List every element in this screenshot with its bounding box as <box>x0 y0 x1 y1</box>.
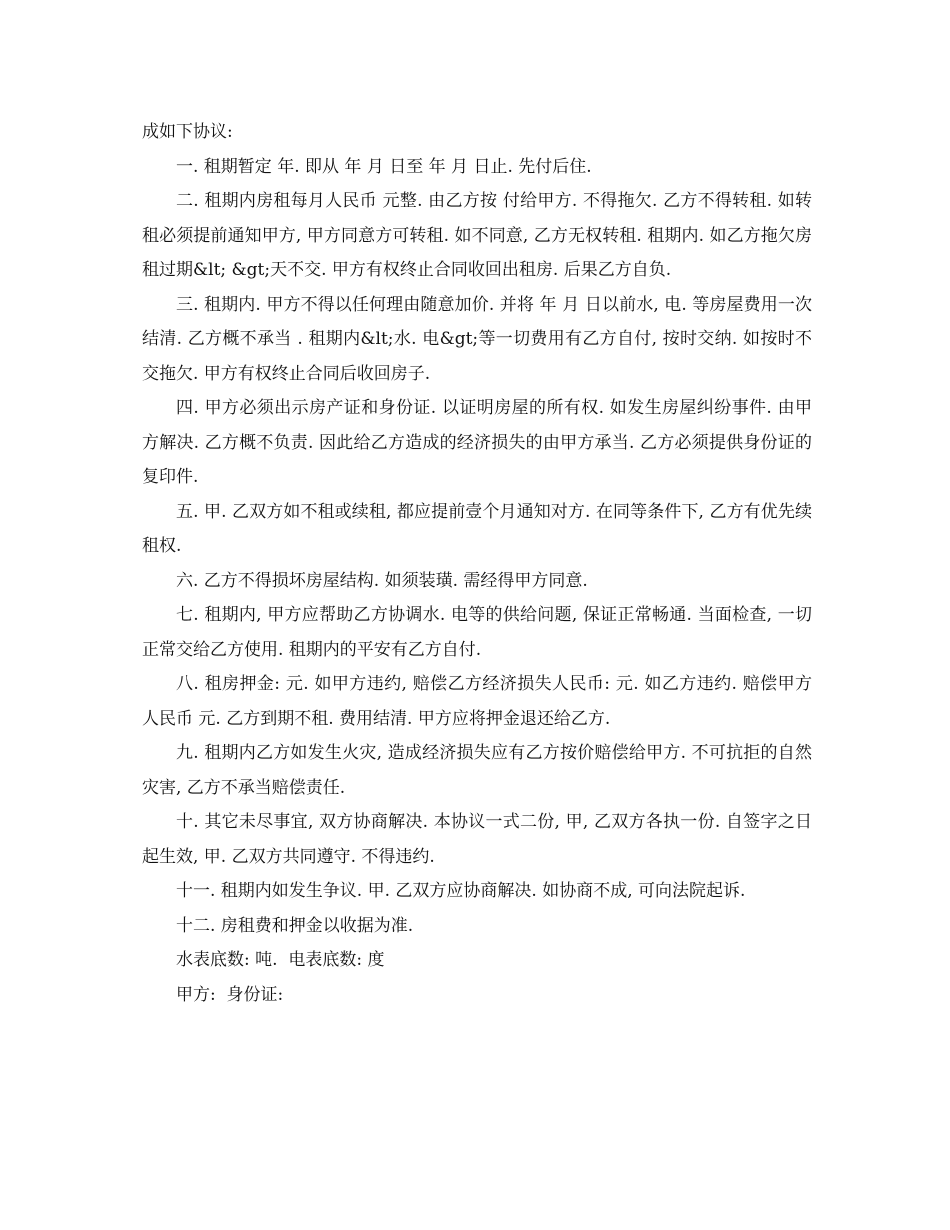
clause-12: 十二. 房租费和押金以收据为准. <box>176 915 414 936</box>
clause-11: 十一. 租期内如发生争议. 甲. 乙双方应协商解决. 如协商不成, 可向法院起诉. <box>176 881 746 901</box>
clause-5: 五. 甲. 乙双方如不租或续租, 都应提前壹个月通知对方. 在同等条件下, 乙方有优先续租权. <box>142 501 812 556</box>
meter-readings: 水表底数: 吨. 电表底数: 度 <box>176 950 385 970</box>
clause-4: 四. 甲方必须出示房产证和身份证. 以证明房屋的所有权. 如发生房屋纠纷事件. 由甲方解决. 乙方概不负责. 因此给乙方造成的经济损失的由甲方承当. 乙方必须提供身份证的复印件. <box>142 398 812 487</box>
clause-3: 三. 租期内. 甲方不得以任何理由随意加价. 并将 年 月 日以前水, 电. 等房屋费用一次结清. 乙方概不承当 . 租期内&lt;水. 电&gt;等一切费用有乙方自付, 按时交纳. 如按时不交拖欠. 甲方有权终止合同后收回房子. <box>142 294 812 384</box>
clause-9: 九. 租期内乙方如发生火灾, 造成经济损失应有乙方按价赔偿给甲方. 不可抗拒的自然灾害, 乙方不承当赔偿责任. <box>142 743 812 798</box>
clause-1: 一. 租期暂定 年. 即从 年 月 日至 年 月 日止. 先付后住. <box>176 156 592 177</box>
clause-8: 八. 租房押金: 元. 如甲方违约, 赔偿乙方经济损失人民币: 元. 如乙方违约. 赔偿甲方人民币 元. 乙方到期不租. 费用结清. 甲方应将押金退还给乙方. <box>142 674 812 729</box>
party-a-signature-line: 甲方: 身份证: <box>176 984 284 1005</box>
clause-7: 七. 租期内, 甲方应帮助乙方协调水. 电等的供给问题, 保证正常畅通. 当面检查, 一切正常交给乙方使用. 租期内的平安有乙方自付. <box>142 605 812 660</box>
clause-10: 十. 其它未尽事宜, 双方协商解决. 本协议一式二份, 甲, 乙双方各执一份. 自签字之日起生效, 甲. 乙双方共同遵守. 不得违约. <box>142 812 812 867</box>
clause-2: 二. 租期内房租每月人民币 元整. 由乙方按 付给甲方. 不得拖欠. 乙方不得转租. 如转租必须提前通知甲方, 甲方同意方可转租. 如不同意, 乙方无权转租. 租期内. 如乙方拖欠房租过期&lt; &gt;天不交. 甲方有权终止合同收回出租房. 后果乙方自负. <box>142 191 812 280</box>
document-body <box>142 115 812 1012</box>
intro-line: 成如下协议: <box>142 122 233 142</box>
clause-6: 六. 乙方不得损坏房屋结构. 如须装璜. 需经得甲方同意. <box>176 570 588 591</box>
